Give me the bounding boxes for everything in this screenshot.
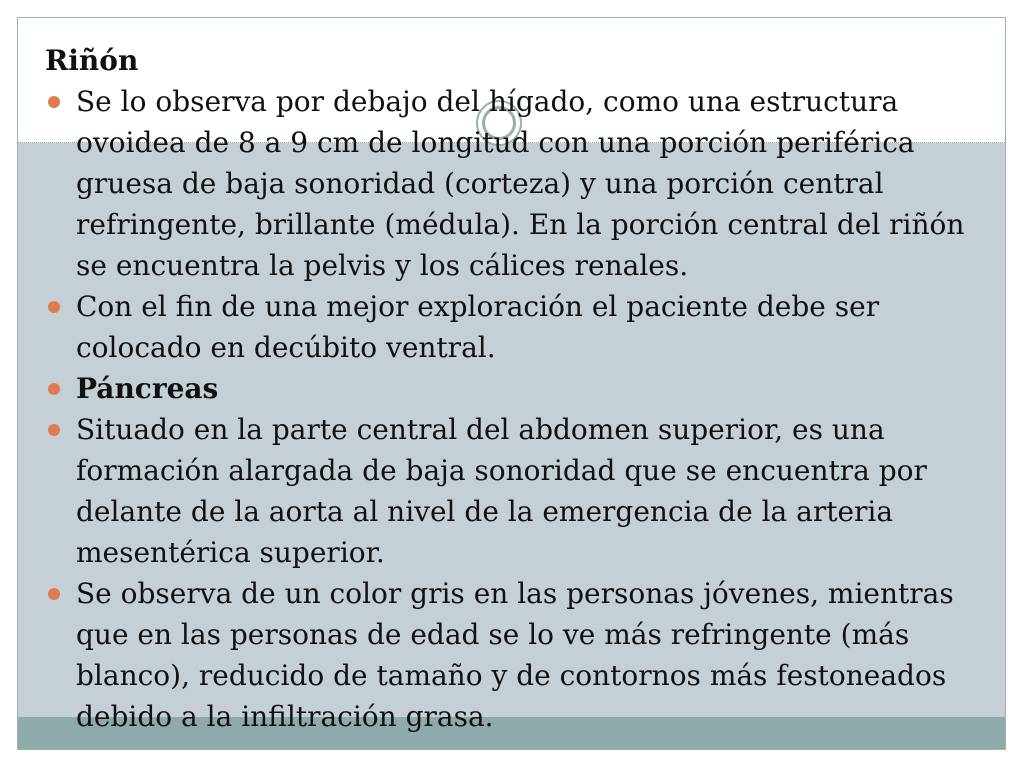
bullet-text: Situado en la parte central del abdomen superior, es una formación alargada de baja sonoridad que se encuentra por delante de la aorta al nivel de la emergencia de la arteria mesentérica superior. xyxy=(76,413,927,569)
bullet-dot-icon xyxy=(48,424,60,436)
bullet-list xyxy=(45,81,980,737)
bullet-text: Con el fin de una mejor exploración el paciente debe ser colocado en decúbito ventral. xyxy=(76,290,880,364)
bullet-item xyxy=(45,409,980,573)
bullet-dot-icon xyxy=(48,301,60,313)
bullet-item xyxy=(45,573,980,737)
bullet-text: Se observa de un color gris en las personas jóvenes, mientras que en las personas de edad se lo ve más refringente (más blanco), reducido de tamaño y de contornos más festoneados debido a la infiltración grasa. xyxy=(76,577,954,733)
bullet-item xyxy=(45,81,980,286)
bullet-dot-icon xyxy=(48,383,60,395)
bullet-item xyxy=(45,286,980,368)
bullet-item-subheading xyxy=(45,368,980,409)
bullet-text: Páncreas xyxy=(76,372,219,405)
bullet-dot-icon xyxy=(48,96,60,108)
slide-content xyxy=(45,40,980,737)
bullet-dot-icon xyxy=(48,588,60,600)
bullet-text: Se lo observa por debajo del hígado, como una estructura ovoidea de 8 a 9 cm de longitud con una porción periférica gruesa de baja sonoridad (corteza) y una porción central refringente, brillante (médula). En la porción central del riñón se encuentra la pelvis y los cálices renales. xyxy=(76,85,965,282)
section-heading: Riñón xyxy=(45,44,139,77)
